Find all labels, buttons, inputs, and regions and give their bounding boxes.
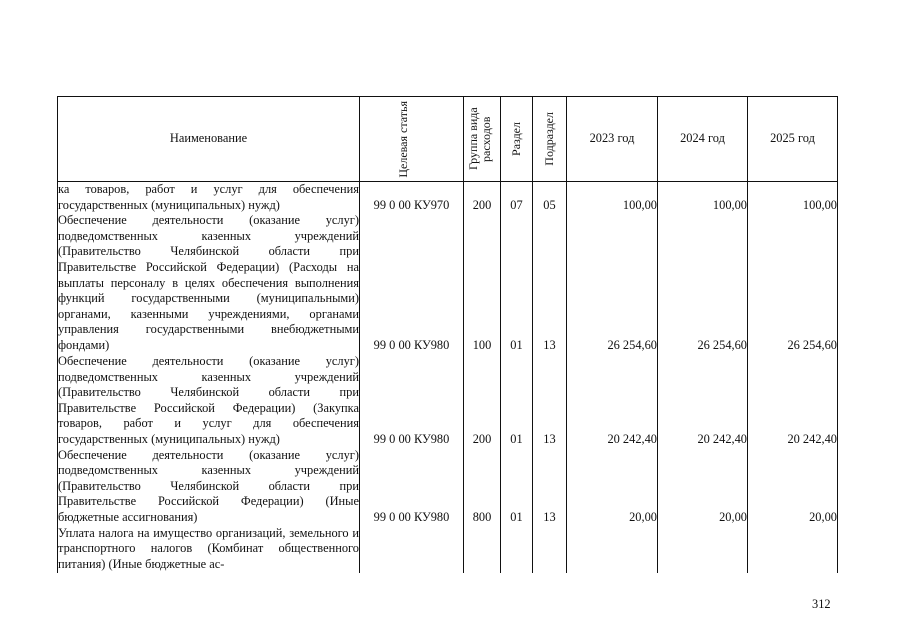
- row-subsection: 05: [533, 182, 567, 214]
- header-section-label: Раздел: [509, 122, 523, 156]
- row-section: 01: [501, 354, 533, 448]
- header-year-2025: 2025 год: [748, 97, 838, 182]
- row-expense-group: [464, 526, 501, 573]
- row-amount-2025: 20 242,40: [748, 354, 838, 448]
- row-expense-group: 100: [464, 213, 501, 353]
- row-amount-2023: 20,00: [567, 448, 658, 526]
- table-row: [58, 448, 838, 526]
- row-amount-2024: 20 242,40: [658, 354, 748, 448]
- row-target-article: 99 0 00 КУ980: [360, 354, 464, 448]
- header-name: Наименование: [58, 97, 360, 182]
- row-target-article: [360, 526, 464, 573]
- row-amount-2025: 20,00: [748, 448, 838, 526]
- row-section: 01: [501, 448, 533, 526]
- row-amount-2024: 26 254,60: [658, 213, 748, 353]
- header-expense-group: [464, 97, 501, 182]
- row-subsection: 13: [533, 354, 567, 448]
- row-name: Обеспечение деятельности (оказание услуг) подведомственных казенных учреждений (Правительство Челябинской области при Правительстве Российской Федерации) (Расходы на выплаты персоналу в целях обеспечения выполнения функций государственными (муниципальными) органами, казенными учреждениями, органами управления государственными внебюджетными фондами): [58, 213, 359, 352]
- header-target-article: [360, 97, 464, 182]
- row-expense-group: 200: [464, 354, 501, 448]
- row-name: ка товаров, работ и услуг для обеспечения государственных (муниципальных) нужд): [58, 182, 359, 212]
- table-row: [58, 213, 838, 353]
- row-amount-2023: 100,00: [567, 182, 658, 214]
- table-row: [58, 354, 838, 448]
- header-section: [501, 97, 533, 182]
- page-number: 312: [812, 597, 831, 611]
- row-amount-2024: 100,00: [658, 182, 748, 214]
- row-amount-2023: 20 242,40: [567, 354, 658, 448]
- header-expense-group-label: Группа вида расходов: [466, 107, 493, 171]
- row-subsection: [533, 526, 567, 573]
- header-subsection: [533, 97, 567, 182]
- row-section: 01: [501, 213, 533, 353]
- row-target-article: 99 0 00 КУ980: [360, 213, 464, 353]
- row-name: Обеспечение деятельности (оказание услуг) подведомственных казенных учреждений (Правительство Челябинской области при Правительстве Российской Федерации) (Иные бюджетные ассигнования): [58, 447, 359, 524]
- row-section: 07: [501, 182, 533, 214]
- row-name: Обеспечение деятельности (оказание услуг) подведомственных казенных учреждений (Правительство Челябинской области при Правительстве Российской Федерации) (Закупка товаров, работ и услуг для обеспечения государственных (муниципальных) нужд): [58, 353, 359, 446]
- row-amount-2025: 26 254,60: [748, 213, 838, 353]
- row-target-article: 99 0 00 КУ980: [360, 448, 464, 526]
- table-row: [58, 182, 838, 214]
- row-expense-group: 200: [464, 182, 501, 214]
- row-subsection: 13: [533, 213, 567, 353]
- row-amount-2025: [748, 526, 838, 573]
- header-target-article-label: Целевая статья: [395, 100, 410, 178]
- row-amount-2024: 20,00: [658, 448, 748, 526]
- row-amount-2024: [658, 526, 748, 573]
- row-expense-group: 800: [464, 448, 501, 526]
- header-year-2023: 2023 год: [567, 97, 658, 182]
- header-subsection-label: Подраздел: [542, 112, 556, 166]
- row-amount-2025: 100,00: [748, 182, 838, 214]
- table-row: [58, 526, 838, 573]
- row-amount-2023: 26 254,60: [567, 213, 658, 353]
- row-section: [501, 526, 533, 573]
- row-subsection: 13: [533, 448, 567, 526]
- header-year-2024: 2024 год: [658, 97, 748, 182]
- row-target-article: 99 0 00 КУ970: [360, 182, 464, 214]
- budget-table: [57, 96, 838, 573]
- table-header-row: [58, 97, 838, 182]
- row-amount-2023: [567, 526, 658, 573]
- row-name: Уплата налога на имущество организаций, земельного и транспортного налогов (Комбинат общественного питания) (Иные бюджетные ас-: [58, 525, 359, 571]
